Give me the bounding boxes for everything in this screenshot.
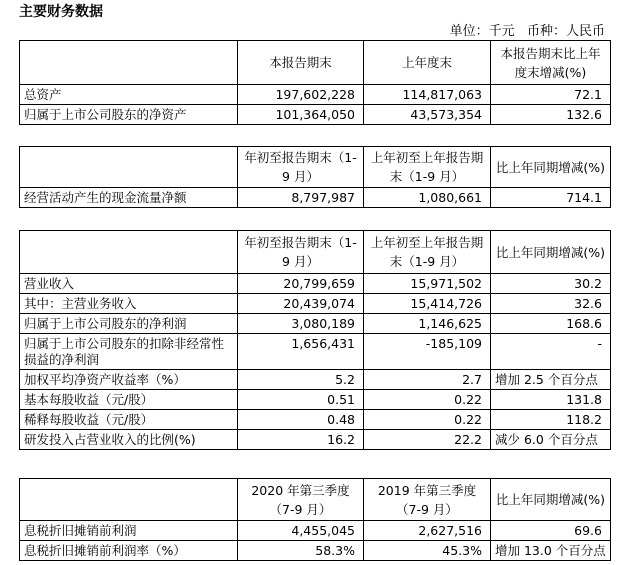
cell-value: 增加 2.5 个百分点	[491, 370, 611, 390]
page-title: 主要财务数据	[19, 4, 103, 20]
header-prior-ytd: 上年初至上年报告期末（1-9 月）	[364, 147, 491, 188]
table-row	[20, 294, 611, 314]
quarter-table	[19, 478, 611, 561]
cell-value: 32.6	[491, 294, 611, 314]
cell-value: 114,817,063	[364, 85, 491, 105]
row-label: 营业收入	[20, 274, 238, 294]
cell-value: 101,364,050	[238, 105, 364, 125]
row-label: 经营活动产生的现金流量净额	[20, 188, 238, 208]
row-label: 加权平均净资产收益率（%）	[20, 370, 238, 390]
header-ytd: 年初至报告期末（1-9 月）	[238, 231, 364, 274]
unit-note: 单位：千元 币种：人民币	[449, 24, 605, 39]
header-blank	[20, 147, 238, 188]
table-row	[20, 188, 611, 208]
cell-value: -185,109	[364, 334, 491, 370]
table-row	[20, 334, 611, 370]
header-blank	[20, 479, 238, 521]
cell-value: 197,602,228	[238, 85, 364, 105]
header-current-period-end: 本报告期末	[238, 41, 364, 85]
cell-value: 减少 6.0 个百分点	[491, 430, 611, 450]
cell-value: 168.6	[491, 314, 611, 334]
cell-value: 132.6	[491, 105, 611, 125]
cell-value: 2,627,516	[364, 521, 491, 541]
cell-value: 1,656,431	[238, 334, 364, 370]
cell-value: 4,455,045	[238, 521, 364, 541]
header-prior-ytd: 上年初至上年报告期末（1-9 月）	[364, 231, 491, 274]
table-row	[20, 370, 611, 390]
header-blank	[20, 41, 238, 85]
cell-value: 1,146,625	[364, 314, 491, 334]
cell-value: 增加 13.0 个百分点	[491, 541, 611, 561]
cell-value: 3,080,189	[238, 314, 364, 334]
cell-value: 1,080,661	[364, 188, 491, 208]
cell-value: 0.48	[238, 410, 364, 430]
cell-value: 20,799,659	[238, 274, 364, 294]
cell-value: 118.2	[491, 410, 611, 430]
header-ytd: 年初至报告期末（1-9 月）	[238, 147, 364, 188]
cell-value: 22.2	[364, 430, 491, 450]
cell-value: 8,797,987	[238, 188, 364, 208]
row-label: 基本每股收益（元/股）	[20, 390, 238, 410]
cell-value: 20,439,074	[238, 294, 364, 314]
row-label: 总资产	[20, 85, 238, 105]
header-change-pct: 本报告期末比上年度末增减(%)	[491, 41, 611, 85]
cell-value: 69.6	[491, 521, 611, 541]
cell-value: 0.22	[364, 410, 491, 430]
cell-value: 5.2	[238, 370, 364, 390]
row-label: 稀释每股收益（元/股）	[20, 410, 238, 430]
cell-value: 16.2	[238, 430, 364, 450]
table-row	[20, 390, 611, 410]
row-label: 息税折旧摊销前利润	[20, 521, 238, 541]
cell-value: 714.1	[491, 188, 611, 208]
header-change-pct: 比上年同期增减(%)	[491, 231, 611, 274]
cell-value: 43,573,354	[364, 105, 491, 125]
header-change-pct: 比上年同期增减(%)	[491, 479, 611, 521]
cell-value: 30.2	[491, 274, 611, 294]
cell-value: 45.3%	[364, 541, 491, 561]
table-row	[20, 430, 611, 450]
balance-table	[19, 40, 611, 125]
cell-value: -	[491, 334, 611, 370]
table-row	[20, 541, 611, 561]
header-blank	[20, 231, 238, 274]
table-row	[20, 521, 611, 541]
cell-value: 0.51	[238, 390, 364, 410]
income-table	[19, 230, 611, 450]
cell-value: 72.1	[491, 85, 611, 105]
table-row	[20, 105, 611, 125]
row-label: 研发投入占营业收入的比例(%)	[20, 430, 238, 450]
cell-value: 15,414,726	[364, 294, 491, 314]
cell-value: 131.8	[491, 390, 611, 410]
row-label: 其中：主营业务收入	[20, 294, 238, 314]
row-label: 归属于上市公司股东的净利润	[20, 314, 238, 334]
cell-value: 0.22	[364, 390, 491, 410]
header-change-pct: 比上年同期增减(%)	[491, 147, 611, 188]
cashflow-table	[19, 146, 611, 208]
row-label: 归属于上市公司股东的净资产	[20, 105, 238, 125]
table-row	[20, 410, 611, 430]
row-label: 息税折旧摊销前利润率（%）	[20, 541, 238, 561]
cell-value: 2.7	[364, 370, 491, 390]
table-row	[20, 85, 611, 105]
header-2019-q3: 2019 年第三季度（7-9 月）	[364, 479, 491, 521]
cell-value: 15,971,502	[364, 274, 491, 294]
table-row	[20, 314, 611, 334]
table-row	[20, 274, 611, 294]
header-2020-q3: 2020 年第三季度（7-9 月）	[238, 479, 364, 521]
row-label: 归属于上市公司股东的扣除非经常性损益的净利润	[20, 334, 238, 370]
header-last-year-end: 上年度末	[364, 41, 491, 85]
cell-value: 58.3%	[238, 541, 364, 561]
